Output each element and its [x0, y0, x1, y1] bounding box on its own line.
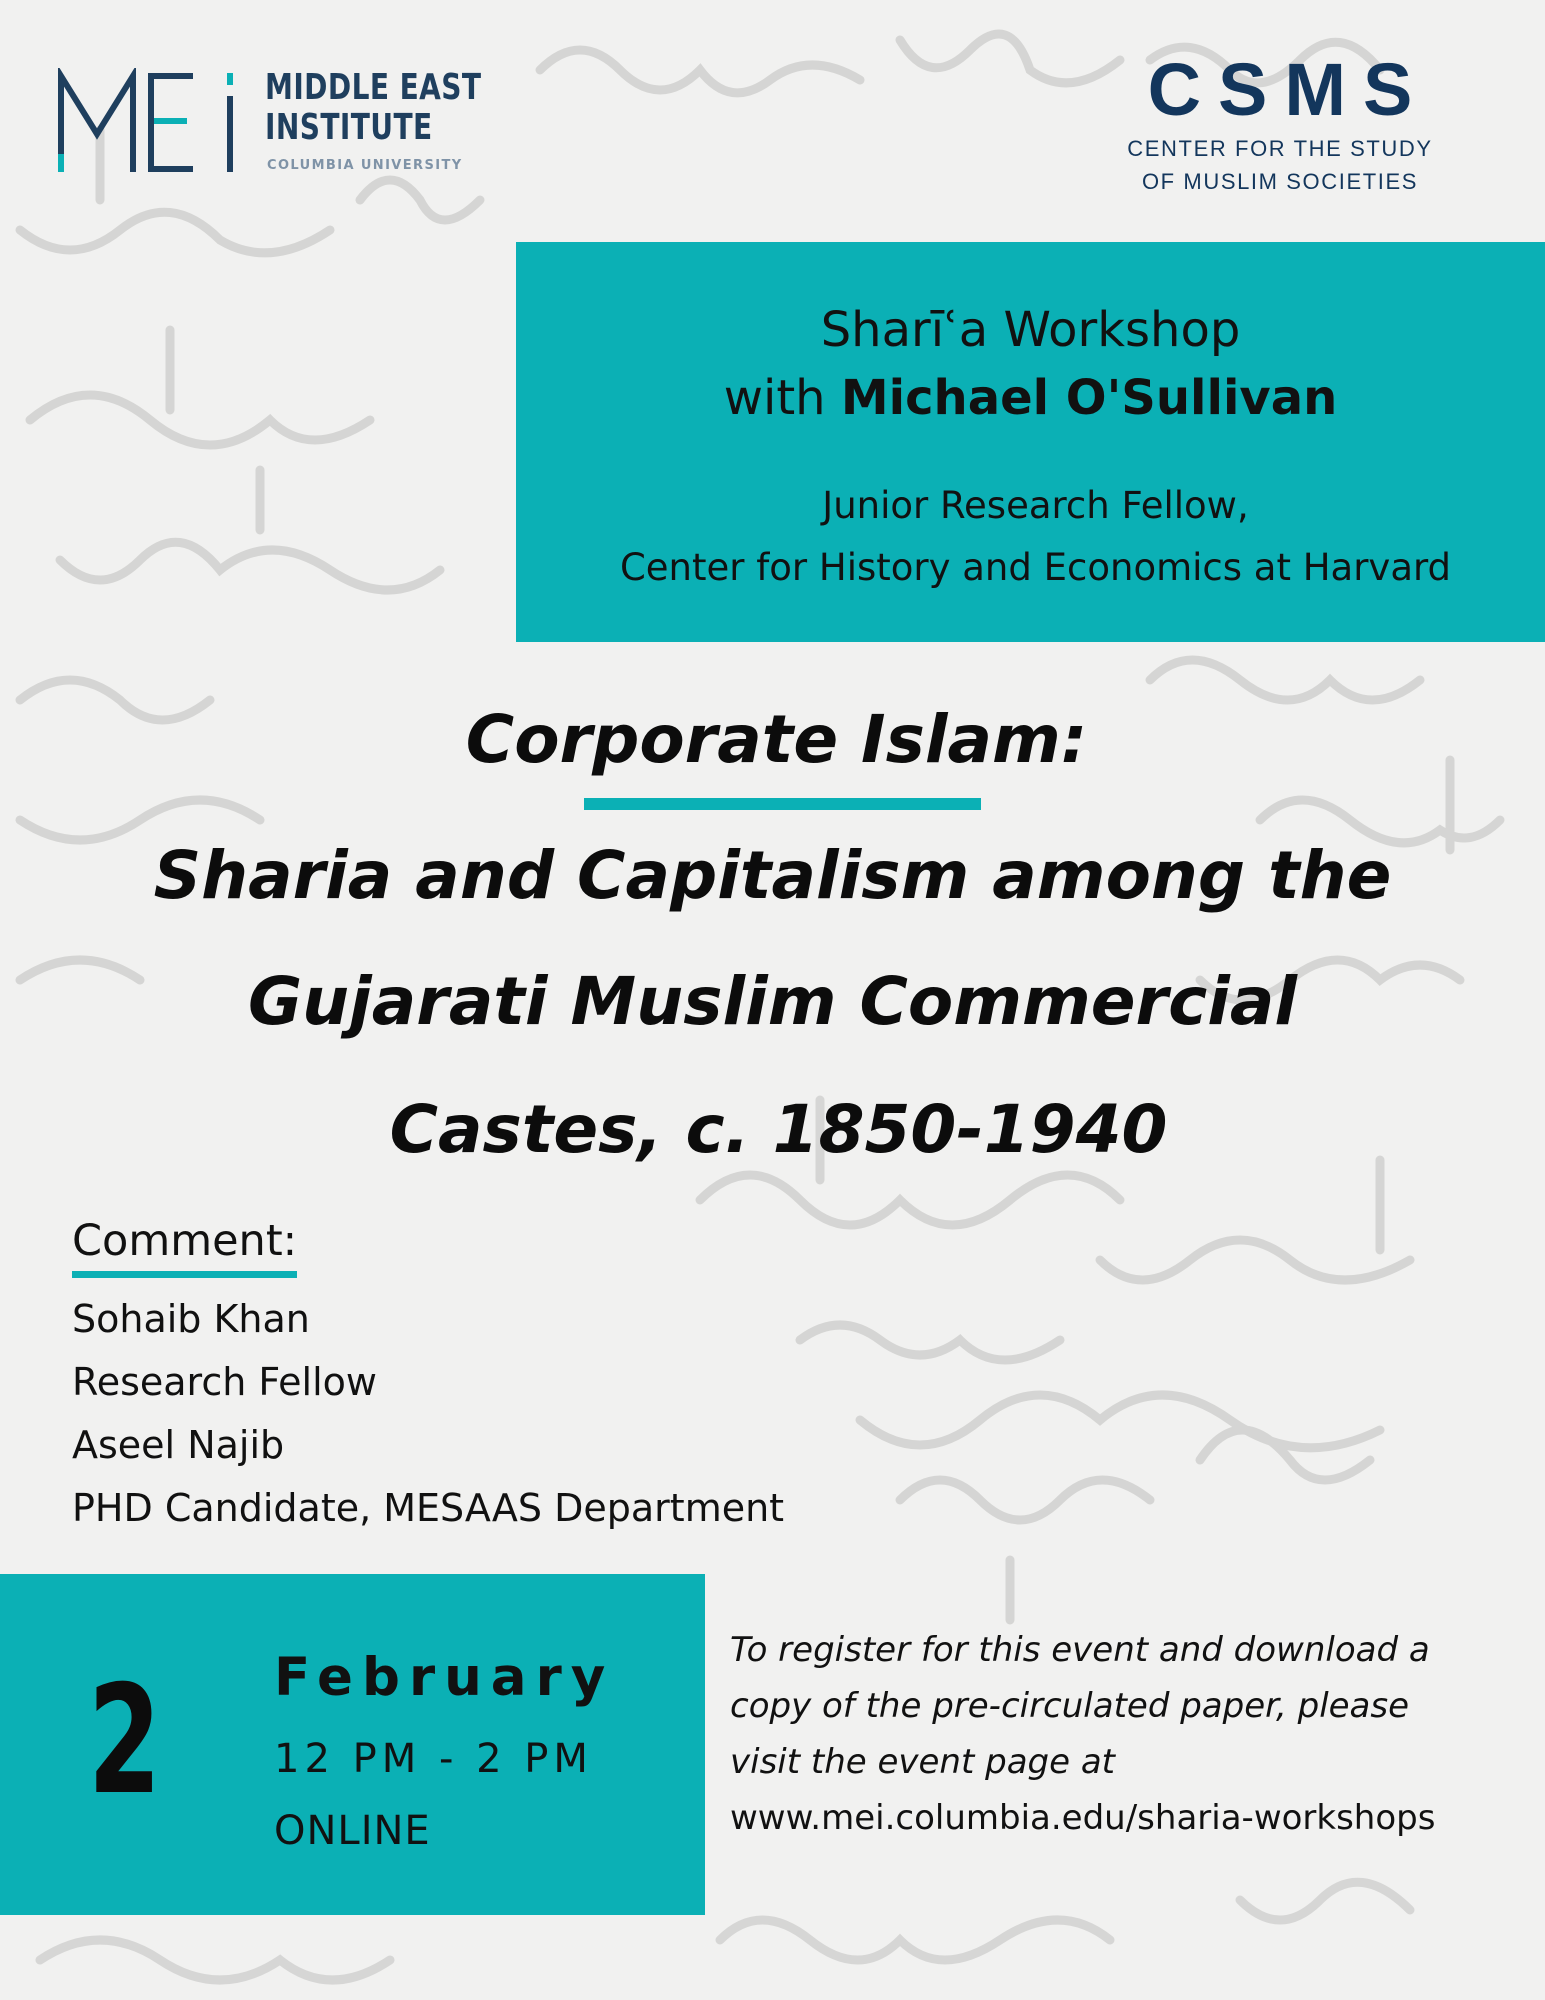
registration-info [730, 1622, 1530, 1846]
commentator-2-title: PHD Candidate, MESAAS Department [72, 1486, 785, 1530]
event-date-box [0, 1574, 705, 1915]
mei-name [265, 68, 481, 148]
comment-section [72, 1212, 972, 1540]
workshop-header-box [516, 242, 1545, 642]
title-line2: Sharia and Capitalism among the [153, 837, 1392, 914]
csms-subtitle-line1: CENTER FOR THE STUDY [1127, 136, 1433, 161]
mei-logo[interactable] [55, 68, 495, 178]
event-month: February [274, 1647, 615, 1708]
title-line4: Castes, c. 1850-1940 [389, 1091, 1168, 1168]
comment-heading: Comment: [72, 1212, 297, 1278]
commentator-1-title: Research Fellow [72, 1360, 377, 1404]
speaker-name: Michael O'Sullivan [840, 370, 1338, 426]
commentator-list [72, 1288, 972, 1540]
registration-line1: To register for this event and download a [730, 1630, 1430, 1670]
speaker-prefix: with [723, 370, 841, 426]
speaker-affiliation [516, 475, 1545, 599]
paper-title [0, 690, 1545, 1196]
commentator-1-name: Sohaib Khan [72, 1297, 310, 1341]
registration-line2: copy of the pre-circulated paper, please [730, 1686, 1410, 1726]
event-location: ONLINE [274, 1808, 431, 1854]
title-line1: Corporate Islam: [465, 701, 1088, 778]
speaker-role: Junior Research Fellow, [822, 484, 1249, 527]
commentator-2-name: Aseel Najib [72, 1423, 285, 1467]
mei-name-line1: MIDDLE EAST [265, 67, 482, 108]
mei-name-line2: INSTITUTE [265, 107, 433, 148]
mei-monogram-icon [55, 68, 245, 178]
title-underline [584, 798, 981, 810]
mei-subtitle: COLUMBIA UNIVERSITY [267, 158, 463, 173]
speaker-institution: Center for History and Economics at Harvard [619, 546, 1452, 589]
registration-line3: visit the event page at [730, 1742, 1116, 1782]
speaker-line [516, 368, 1545, 428]
event-time: 12 PM - 2 PM [274, 1736, 593, 1782]
csms-subtitle-line2: OF MUSLIM SOCIETIES [1141, 169, 1419, 194]
workshop-name: Sharīʿa Workshop [820, 302, 1241, 358]
csms-logo[interactable] [1110, 48, 1450, 198]
event-page-link[interactable]: www.mei.columbia.edu/sharia-workshops [730, 1798, 1436, 1838]
csms-acronym: CSMS [1147, 48, 1430, 131]
event-day: 2 [88, 1654, 162, 1828]
title-line3: Gujarati Muslim Commercial [247, 963, 1298, 1040]
